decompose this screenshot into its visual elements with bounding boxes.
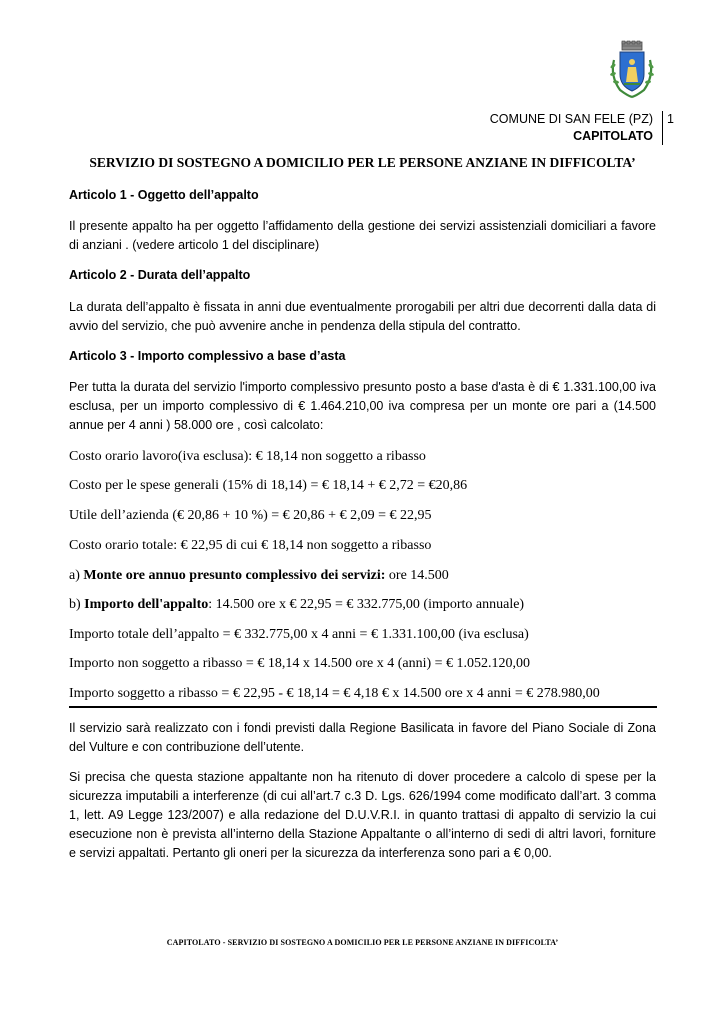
calc-annual-hours-prefix: a) <box>69 568 84 583</box>
calc-general-expenses: Costo per le spese generali (15% di 18,14) = € 18,14 + € 2,72 = €20,86 <box>69 478 468 493</box>
section-divider <box>69 706 657 708</box>
calc-annual-hours <box>69 568 449 584</box>
article-3-text: Per tutta la durata del servizio l'importo complessivo presunto posto a base d'asta è di € 1.331.100,00 iva esclusa, per un importo complessivo di € 1.464.210,00 iva compresa per un monte ore pari a (14.500 annue per 4 anni ) 58.000 ore , così calcolato: <box>69 380 656 432</box>
calc-contract-amount-label: Importo dell'appalto <box>84 597 209 612</box>
article-3-heading: Articolo 3 - Importo complessivo a base d’asta <box>69 349 346 363</box>
calc-contract-amount-prefix: b) <box>69 597 85 612</box>
page-footer: CAPITOLATO - SERVIZIO DI SOSTEGNO A DOMICILIO PER LE PERSONE ANZIANE IN DIFFICOLTA’ <box>166 938 559 947</box>
calc-total-amount: Importo totale dell’appalto = € 332.775,00 x 4 anni = € 1.331.100,00 (iva esclusa) <box>69 627 529 642</box>
calc-discountable: Importo soggetto a ribasso = € 22,95 - € 18,14 = € 4,18 € x 14.500 ore x 4 anni = € 278.980,00 <box>69 686 600 701</box>
comune-name: COMUNE DI SAN FELE (PZ) <box>489 112 653 126</box>
calc-contract-amount <box>69 597 524 613</box>
article-2-text: La durata dell’appalto è fissata in anni due eventualmente prorogabili per altri due decorrenti dalla data di avvio del servizio, che può avvenire anche in pendenza della stipula del contratto. <box>69 300 656 333</box>
document-title: SERVIZIO DI SOSTEGNO A DOMICILIO PER LE PERSONE ANZIANE IN DIFFICOLTA’ <box>89 155 636 170</box>
article-1-text: Il presente appalto ha per oggetto l’affidamento della gestione dei servizi assistenziali domiciliari a favore di anziani . (vedere articolo 1 del disciplinare) <box>69 219 656 252</box>
funding-paragraph: Il servizio sarà realizzato con i fondi previsti dalla Regione Basilicata in favore del Piano Sociale di Zona del Vulture e con contribuzione dell’utente. <box>69 721 656 754</box>
article-1-heading: Articolo 1 - Oggetto dell’appalto <box>69 188 259 202</box>
page-number: 1 <box>667 112 674 126</box>
calc-annual-hours-value: ore 14.500 <box>385 568 449 583</box>
document-header <box>490 111 663 145</box>
coat-of-arms-icon <box>606 40 658 100</box>
calc-contract-amount-value: : 14.500 ore x € 22,95 = € 332.775,00 (importo annuale) <box>208 597 525 612</box>
calc-total-hourly-cost: Costo orario totale: € 22,95 di cui € 18,14 non soggetto a ribasso <box>69 538 432 553</box>
calc-non-discountable: Importo non soggetto a ribasso = € 18,14 x 14.500 ore x 4 (anni) = € 1.052.120,00 <box>69 656 531 671</box>
article-2-heading: Articolo 2 - Durata dell’appalto <box>69 268 251 282</box>
calc-annual-hours-label: Monte ore annuo presunto complessivo dei servizi: <box>83 568 386 583</box>
document-type: CAPITOLATO <box>573 129 653 143</box>
calc-hourly-labor: Costo orario lavoro(iva esclusa): € 18,14 non soggetto a ribasso <box>69 449 426 464</box>
safety-paragraph: Si precisa che questa stazione appaltante non ha ritenuto di dover procedere a calcolo di spese per la sicurezza imputabili a interferenze (di cui all’art.7 c.3 D. Lgs. 626/1994 come modificato dall’art. 3 comma 1, lett. A9 Legge 123/2007) e alla redazione del D.U.V.R.I. in quanto trattasi di appalto di servizio la cui esecuzione non è prevista all’interno della Stazione Appaltante o all’interno di sedi di altri lavori, forniture e servizi appaltati. Pertanto gli oneri per la sicurezza da interferenza sono pari a € 0,00. <box>69 770 656 860</box>
calc-company-profit: Utile dell’azienda (€ 20,86 + 10 %) = € 20,86 + € 2,09 = € 22,95 <box>69 508 432 523</box>
